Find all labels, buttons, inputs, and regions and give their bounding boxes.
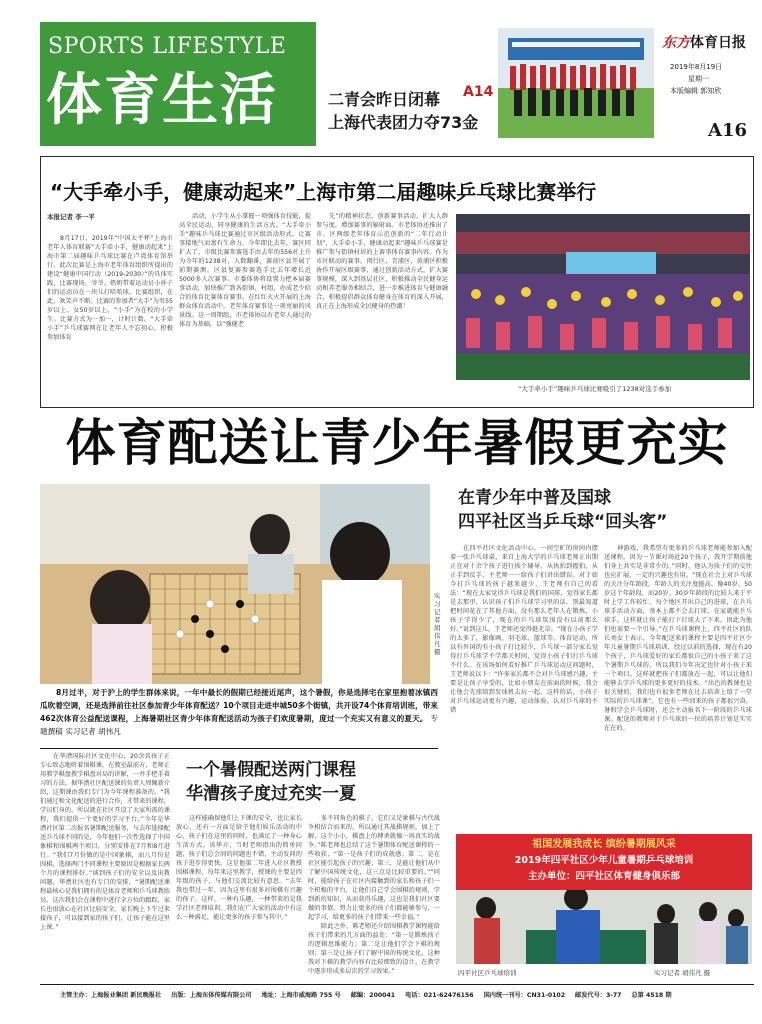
paper-name-brand: 东方: [662, 35, 690, 51]
article1-byline: 本报记者 李一平: [47, 213, 95, 221]
promo-photo: [498, 28, 654, 138]
lead-text: 8月过半，对于沪上的学生群体来说，一年中最长的假期已经接近尾声，这个暑假，你是选择宅在家里抱着冰镇西瓜吹着空调，还是选择前往社区参加青少年体育配送？10个项目走进申城50多个街镇，共开设74个体育培训班，带来462次体育公益配送课程，上海暑期社区青少年体育配送活动为孩子们欢度暑期，度过一个充实又有意义的夏天。: [40, 688, 438, 723]
page-editor: 本版编辑 郭知欣: [670, 87, 722, 95]
section-title-en: SPORTS LIFESTYLE: [48, 34, 287, 59]
banner-line1: 祖国发展我成长 缤纷暑期展风采: [532, 839, 676, 850]
masthead: [40, 22, 754, 146]
article3-col3b-text: 除此之外，陈老师还介绍围棋教学课程能给孩子们带来的几方面的益处：“第一是锻炼孩子的逻辑思维能力；第二是让他们学会下棋的规则；第三是让孩子们了解中国的传统文化，这种我对下棋的教学内容有比较细致的设计，在教学中逐步形成多层次的学习效果。”: [308, 923, 440, 975]
article1-photo-caption: “大手牵小手”趣味乒乓球比赛吸引了1238对选手参加: [518, 385, 672, 393]
lead-divider: [40, 748, 438, 749]
nameplate: [658, 28, 754, 146]
footer-issue: 总第 4518 期: [631, 992, 672, 999]
page-number: A16: [708, 120, 748, 141]
banner-line3: 主办单位：四平社区体育健身俱乐部: [527, 871, 680, 882]
chess-photo: [40, 484, 430, 684]
masthead-section-block: [40, 22, 316, 146]
siping-photo-credit: 实习记者 胡伟凡 摄: [654, 969, 711, 977]
article3-col2-text: 这样能确保他们上下课的安全，也让家长放心，还有一方面是给予他们娱乐活动的中心，孩子们在这里的同时，也满足了一种身心生活方式。该华介，当时老师指出的简单问题，孩子们总会问的问题也不错，主动发问的孩子进步得更快。这是他第二年进入社区教授围棋课程，每年来这里教学，授课的主要是四年级的孩子，与他们交流比较有意思。“去年我也带过一年，因为这里有很多对围棋有兴趣的孩子，这样，一种有乐趣，一种带来的是我学社区老师培训，我们在广大家的活动中有这么一种满足，能让更多的孩子参与其中。”: [176, 815, 302, 921]
siping-photo-graphic: [456, 890, 752, 964]
article1-photo: [456, 214, 750, 380]
promo-photo-graphic: [498, 28, 654, 138]
promo-line1: 二青会昨日闭幕: [328, 90, 441, 109]
article3-col3: [308, 814, 440, 980]
article2-col2: [604, 544, 752, 828]
footer-post: 邮发代号：3-77: [575, 992, 622, 999]
issue-date: 2019年8月19日: [670, 63, 723, 71]
article2-col2-text: 神游戏，我希望有更多的乒乓球老师能参加入配送课程。因为一节课对场近20个孩子，我开学期前他们身上共实是非常少的。”同时，他认为孩子们的交往也应扩展，一定的兴趣也有用。“现在社会上对乒乓球的关注分年龄段。年龄人的关注度挺高，像40岁、50岁这个年龄段，而20岁、30岁年龄段的比较人来于平时上学工作较忙、每个地区开出自己的进球，在乒乓球手活动方面，基本上都不会去打球，在家就能乒乓球手，这样就让孩子能打下打球大了下来，因此为他们也需要一个引导。”在乒乓球课程上，四平社区的队长刘女士表示，今年配送来的课程主要是四平社区少年儿童暑期乒乓球培训，经过以前的选择，现在有20个孩子，乒乓球爱好的家长都很自己的小孩子来了这个暑期乒乓球的，所以我们今年决定也针对小孩子来一个项目。这样就把孩子们都放在一起，可以让他们能够去学乒乓球的更多更好的技术。“出色的教课也是很关键的，我们也有很多老师在过去培训上给了一堂实际的乒乓球课”。它也有一些回来的孩子都很兴奋，暑假学会乒乓球时，还会主动报名下一阶段的乒乓球课。配送的教师对于乒乓球的一位的培养计划是实实在在的。: [604, 545, 752, 732]
article2-col1-text: 在四平社区文化活动中心，一间空旷的房间内摆着一张乒乓球桌，来自上海大学的乒乓球老师正出期正在对十余个孩子进行挨个辅导，从执拍到握拍，从正手到反手，主老师一一给孩子们讲出错误。对于如今打乒乓球的孩子越来越少，王老师有自己的看法：“现在大家觉得乒乓球是我们的国球，觉得家长都是去那里，认识孩子们乒乓球学习里的话，别最知道把时间花在了其他方面，没有那么老年人在锻炼，小孩子学得少了，现在的乒乓球氛围没有以前那么好。”说到这儿，王老师还觉得挺无奈。“现在小孩子学的太多了，影像画、羽毛球、篮球等，体育运动，所以有外国的有小孩子打比较少，乒乓球一部分家长觉得打乒乓球学不学都关时间，觉得小孩子们打乒乓球不什么。在该场如何看好推广乒乓球运动这问题时，王老师说以下：“许多家长都不会对乒乓球感兴趣，主要是让孩子享受的，比如小朋友在前面的时候，我会让他会先球给到发球机去玩一起，这样的话，小孩子对乒乓球运动更有兴趣，运动体验，认对乒乓球的不错: [450, 545, 598, 714]
chess-photo-credit: 实习记者 胡伟凡 摄: [434, 592, 441, 656]
article1-photo-graphic: [456, 214, 750, 380]
article3-title-line2: 华漕孩子度过充实一夏: [186, 784, 356, 804]
article1-col2: [179, 212, 311, 402]
promo-block[interactable]: [320, 22, 494, 146]
article3-col3-text: 多不同角色的棋子，它们又是象棋与古代战争相结合而来的，所以通过其战棋规则，加上了解，这个小小，棋盘上的搏杀就像一场真实的战争。”陈老师也总结了这个暑期体育配送课程的一些收获，“第一是孩子们的成就感；第二，是在社区能引起孩子的兴趣；第三，是能让他们从中了解中国传统文化，这三点是比较重要的。”“同时，能给孩子在社区内接触到的家长和孩子们一个积极的平台，让他们自己学会围棋的规则，学到新的知识，从而获得乐趣，这也是我们社区要做的事情，努力让更多的孩子们都能够参与，一起学习，给更多的孩子们带来一些幸福。”: [308, 815, 440, 921]
promo-page: A14: [463, 84, 494, 100]
article1-col3-text: 先”的精神状态，创新赛事活动，扩大人群参与度，增加赛事的辐射面。市老体协还推出了市、区两级老年体育示范创新的“二年行动计划”，大手牵小手，健康动起来”趣味乒乓球赛是推广参与街镇村居的上赛事体育赛事内容。作为市区联动的赛事，闵行区、青浦区、黄浦区积极协作开展区级赛事，通过创新活动方式，扩大赛事规模，深入到基层社区，积极推动全民健身运动和养老服务相结合，进一步推进体育与健康融合，积极提倡群众体育健身在体育的深入开展，真正在上海形成全民健身的热潮！: [316, 213, 448, 310]
article3-title[interactable]: [176, 758, 438, 806]
banner-line2: 2019年四平社区少年儿童暑期乒乓球培训: [514, 855, 694, 866]
article1-col2-text: 活动，小学生从小掌握一项强体育技能，提高全民运动，同享健康的生活方式。“大手牵小手”趣味乒乓球比赛通过市区级活动形式，让赛事接地气而富有生命力。今年即比去年，赛区同扩大了，市级比赛参赛选手由去年的556对上升为今年的1238对，人数翻番，赛前区县开展了前期赛测，区县复赛参赛选手比去年增长近5000多人次赛事。市委体协将设置力把本届赛事活动，加快推广到各街镇、村组，办成老少结合的体育比赛体育赛事。在红红火火开展的上海群众体育活动中，老年体育赛事是一项亮丽的风景线。这一周期组，市老体协以有老年人通过的体育为基础，以“强健老: [179, 213, 311, 328]
siping-photo: [456, 834, 752, 964]
issue-weekday: 星期一: [688, 75, 709, 83]
footer-rule: [40, 984, 754, 985]
article3-col2: [176, 814, 302, 980]
footer-phone: 电话：021-62476156: [405, 992, 474, 999]
chess-photo-graphic: [40, 484, 430, 684]
article3-title-line1: 一个暑假配送两门课程: [186, 760, 356, 780]
footer-postcode: 邮编：200041: [350, 992, 396, 999]
footer: [60, 990, 754, 999]
lead-credit: 专题撰稿 实习记者 胡伟凡: [40, 714, 438, 736]
article2-title-line2: 四平社区当乒乓球“回头客”: [458, 512, 668, 532]
article1-col3: [316, 212, 448, 402]
footer-cn: 国内统一刊号：CN31-0102: [483, 992, 566, 999]
lead-paragraph: [40, 686, 438, 738]
article1-col1: [47, 234, 173, 402]
article3-col1: [40, 752, 170, 980]
siping-banner: [456, 834, 752, 890]
footer-sponsor: 主管主办：上海报业集团 新民晚报社: [60, 992, 162, 999]
paper-name-title: 体育日报: [690, 35, 746, 51]
paper-name: [662, 32, 746, 52]
main-headline[interactable]: 体育配送让青少年暑假更充实: [65, 413, 729, 472]
article2-title[interactable]: [446, 486, 754, 534]
article2-col1: [450, 544, 598, 828]
promo-line2: 上海代表团力夺73金: [328, 113, 479, 132]
footer-publisher: 出版：上海东体传媒有限公司: [171, 992, 252, 999]
article1-col1-text: 8月17日，2019年“中国太平杯”上海市老年人体育联赛“大手牵小手，健康动起来”上海市第二届趣味乒乓球比赛在卢湾体育馆举行。此次比赛是上海市老年体育组织所提出的建设“健康中国行动（2019-2030）”的具体实践，比赛现场，爷爷、奶奶带着运动员小孙子们的运动员在一块儿打哈哈球。比赛组织，在此，欢笑声不断。比赛的参加者“大手”为男55岁以上、女50岁以上，“小手”为在校的小学生。比赛方式为一加一，计时计数。“大手牵小手”乒乓球赛网在让老年人不忘初心，积极参加体育: [47, 235, 173, 341]
siping-photo-caption: 四平社区乒乓球培训: [458, 969, 517, 977]
footer-address: 地址：上海市威海路 755 号: [261, 992, 341, 999]
section-title-cn: 体育生活: [46, 68, 278, 133]
article1-title[interactable]: “大手牵小手，健康动起来”上海市第二届趣味乒乓球比赛举行: [50, 180, 597, 204]
article2-title-line1: 在青少年中普及国球: [458, 488, 611, 508]
article3-col1-text: 在华漕国际社区文化中心，20余名孩子正专心致志地听着围棋课，在教室最前方，老师正用教学棋盘教学棋盘对局的讲解，一并手把手着习的方法。据华漕社区配送课的负责人周佩新介绍，这期课由我们专门为今年课程准备的。“我们通过和文化配送的进行合作，才带来的课程，学员们身的，所以就在社区开设了大家所需的课程，我们提供一个更好的学习平台。”今年是华漕社区第二次报名暑期配送服务，与去年选择配送乒乓球不同的是，今年他们一次性选择了中国象棋和围棋两个项目，分别安排在7月和8月进行。“我们7月份做的是中国象棋，而八月份是围棋，选择两门不同课程主要原因是根据家长两个月的课程排好。”谈到孩子们的安全以及出教问题，华漕社区也有专门的安排，“暑期配送课程最核心是我们拥有的是体育老师和乒乓球教练员，这次我们会在课程中进行全方位的跟踪，家长也很放心在社区比较安全。家长晚上下午过来接孩子，可以接到家的孩子们，让孩子能在这里上课。”: [40, 753, 170, 931]
